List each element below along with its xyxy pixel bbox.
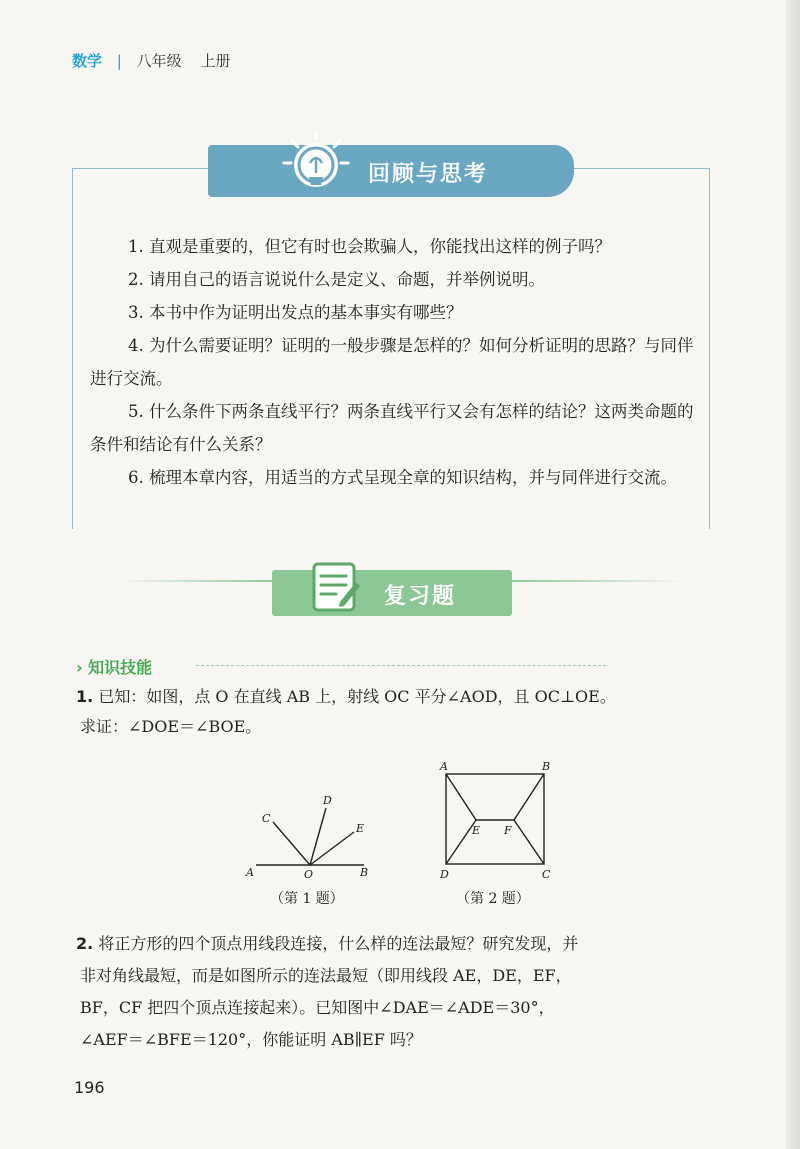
exercise-title: 复习题	[384, 584, 457, 609]
segment-bf	[514, 774, 544, 820]
label-d: D	[440, 868, 449, 881]
review-title: 回顾与思考	[368, 162, 489, 187]
label-e: E	[472, 824, 481, 837]
problem-2-line-4: ∠AEF＝∠BFE＝120°，你能证明 AB∥EF 吗？	[80, 1030, 422, 1049]
segment-ae	[446, 774, 476, 820]
square-abcd	[446, 774, 544, 864]
figure-2-square-diagram	[434, 758, 558, 888]
figure-2-caption: （第 2 题）	[456, 891, 530, 907]
lightbulb-icon	[278, 127, 354, 203]
ray-oe	[310, 832, 354, 865]
review-question-1: 1. 直观是重要的，但它有时也会欺骗人，你能找出这样的例子吗？	[128, 237, 611, 256]
header-subject: 数学	[72, 52, 103, 70]
problem-2-line-2: 非对角线最短，而是如图所示的连法最短（即用线段 AE，DE，EF，	[80, 966, 572, 985]
review-question-5: 5. 什么条件下两条直线平行？两条直线平行又会有怎样的结论？这两类命题的条件和结论有什么关系？	[90, 402, 694, 454]
chevron-right-icon: ›	[76, 658, 83, 677]
review-banner	[208, 145, 574, 197]
label-b: B	[542, 760, 551, 773]
review-question-4: 4. 为什么需要证明？证明的一般步骤是怎样的？如何分析证明的思路？与同伴进行交流。	[90, 336, 694, 388]
section-knowledge-skills	[76, 655, 152, 678]
label-b: B	[360, 866, 369, 879]
figure-1-caption: （第 1 题）	[270, 891, 344, 907]
ray-od	[310, 808, 326, 865]
problem-1	[76, 682, 716, 742]
page-binding-edge	[786, 0, 800, 1149]
exercise-rule-right	[510, 580, 685, 582]
label-o: O	[304, 868, 314, 881]
review-question-2: 2. 请用自己的语言说说什么是定义、命题，并举例说明。	[128, 270, 545, 289]
label-e: E	[356, 822, 365, 835]
running-header	[72, 50, 230, 71]
label-a: A	[246, 866, 254, 879]
label-c: C	[262, 812, 271, 825]
header-separator: |	[116, 52, 122, 70]
review-question-3: 3. 本书中作为证明出发点的基本事实有哪些？	[128, 303, 463, 322]
label-f: F	[504, 824, 512, 837]
problem-2	[76, 928, 716, 1056]
label-a: A	[440, 760, 448, 773]
header-volume: 上册	[200, 52, 231, 70]
segment-cf	[514, 820, 544, 864]
problem-2-number: 2.	[76, 934, 94, 953]
section-label: 知识技能	[88, 658, 153, 677]
header-grade: 八年级	[136, 52, 182, 70]
problem-1-number: 1.	[76, 687, 94, 706]
figure-1-angle-diagram	[240, 790, 380, 890]
problem-1-statement: 已知：如图，点 O 在直线 AB 上，射线 OC 平分∠AOD，且 OC⊥OE。	[98, 687, 616, 706]
exercise-rule-left	[118, 580, 278, 582]
notepad-icon	[306, 558, 364, 616]
problem-2-line-3: BF，CF 把四个顶点连接起来）。已知图中∠DAE＝∠ADE＝30°，	[80, 998, 555, 1017]
review-question-6: 6. 梳理本章内容，用适当的方式呈现全章的知识结构，并与同伴进行交流。	[128, 468, 677, 487]
section-divider	[196, 665, 606, 667]
problem-2-line-1: 将正方形的四个顶点用线段连接，什么样的连法最短？研究发现，并	[98, 934, 579, 953]
problem-1-prove: 求证：∠DOE＝∠BOE。	[80, 717, 262, 736]
label-c: C	[542, 868, 551, 881]
page-number: 196	[74, 1078, 105, 1097]
label-d: D	[323, 794, 332, 807]
review-question-list	[90, 230, 700, 494]
ray-oc	[273, 822, 310, 865]
